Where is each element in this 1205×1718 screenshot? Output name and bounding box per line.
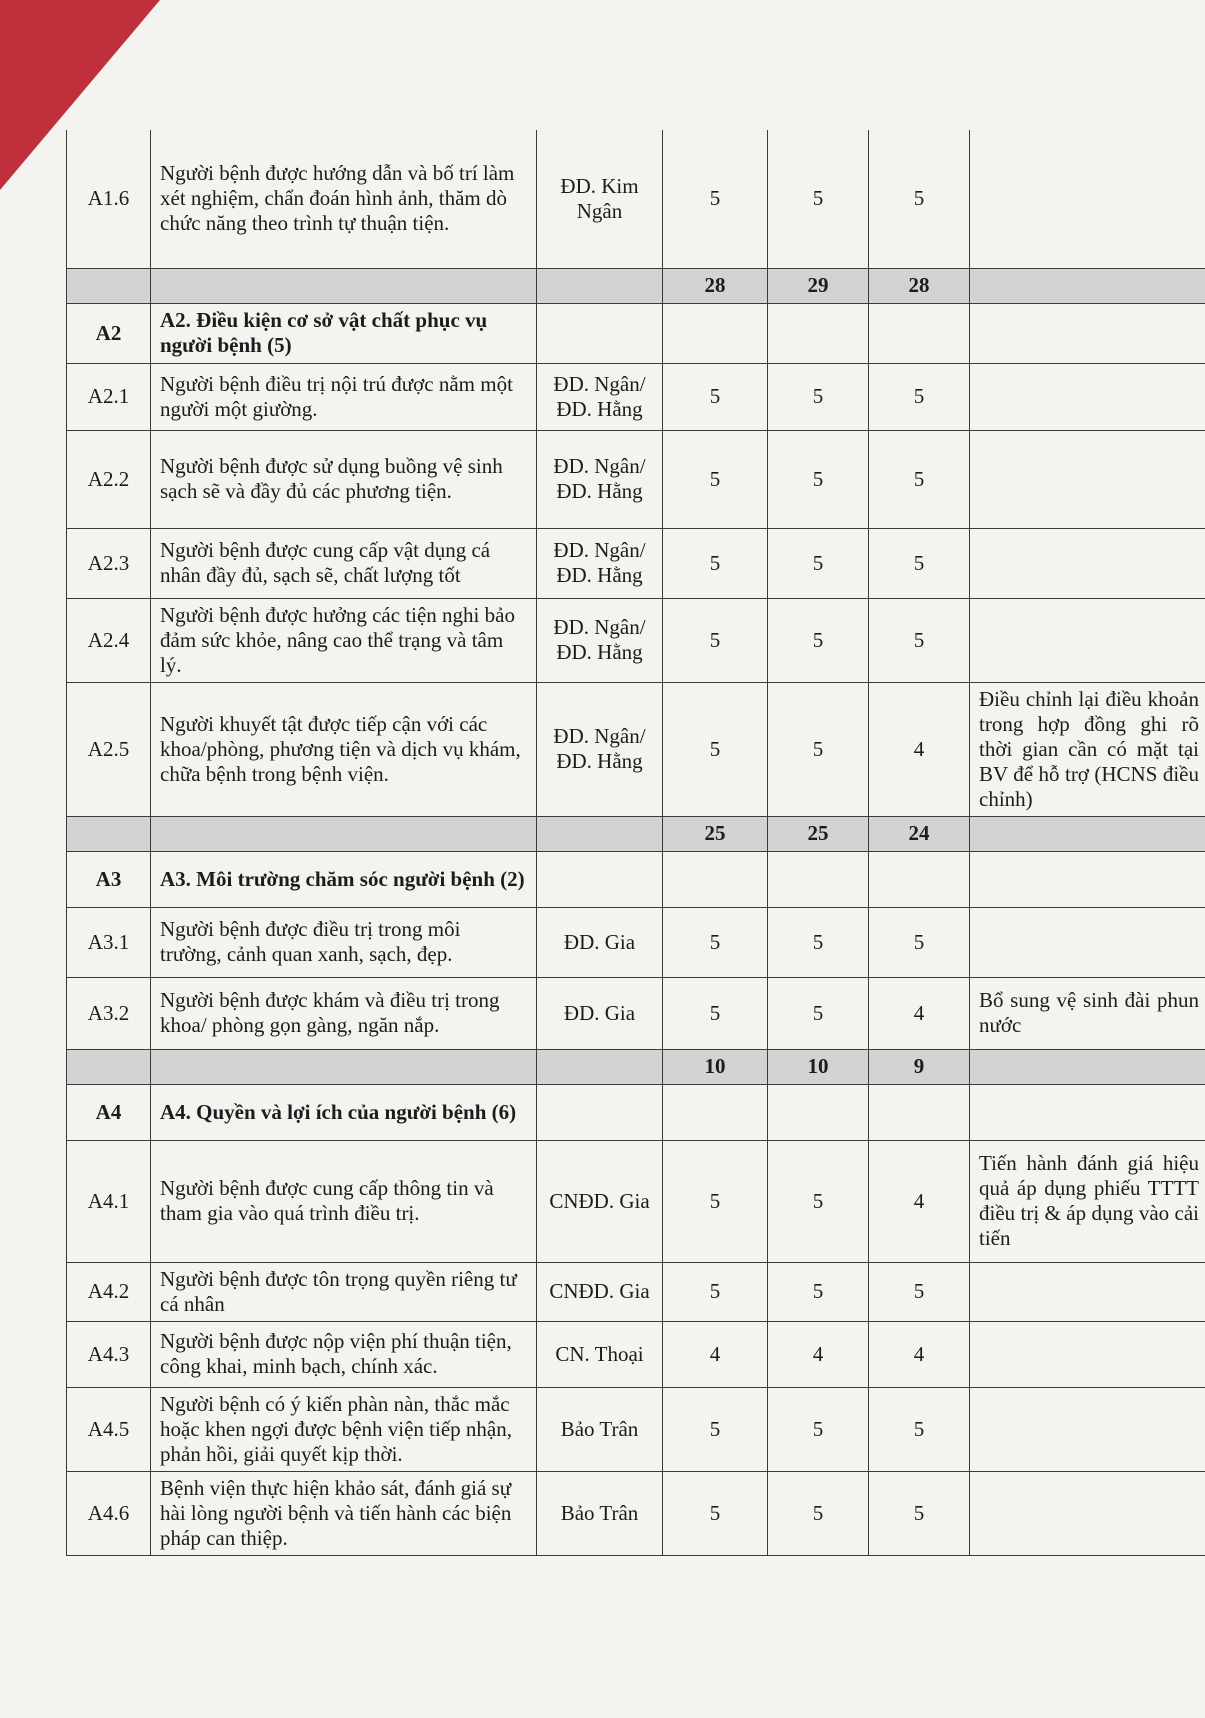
score-3: 5 bbox=[869, 1262, 970, 1321]
note bbox=[970, 430, 1205, 528]
table-row bbox=[67, 363, 1205, 430]
score-3: 5 bbox=[869, 907, 970, 977]
score-1: 5 bbox=[663, 1471, 768, 1555]
criterion-content: Người bệnh được sử dụng buồng vệ sinh sạch sẽ và đầy đủ các phương tiện. bbox=[151, 430, 537, 528]
criterion-code: A3.2 bbox=[67, 977, 151, 1049]
score-2: 5 bbox=[768, 130, 869, 268]
criterion-content: Người bệnh được hưởng các tiện nghi bảo đảm sức khỏe, nâng cao thể trạng và tâm lý. bbox=[151, 598, 537, 682]
criterion-content: Bệnh viện thực hiện khảo sát, đánh giá sự hài lòng người bệnh và tiến hành các biện pháp can thiệp. bbox=[151, 1471, 537, 1555]
note bbox=[970, 130, 1205, 268]
responsible-person: ĐD. Ngân/ ĐD. Hằng bbox=[537, 528, 663, 598]
score-1: 4 bbox=[663, 1321, 768, 1387]
table-row bbox=[67, 977, 1205, 1049]
section-header-row bbox=[67, 303, 1205, 363]
score-2: 5 bbox=[768, 1262, 869, 1321]
score-1: 5 bbox=[663, 130, 768, 268]
score-3: 5 bbox=[869, 528, 970, 598]
criterion-code: A2.4 bbox=[67, 598, 151, 682]
note bbox=[970, 1387, 1205, 1471]
criterion-content: Người bệnh điều trị nội trú được nằm một người một giường. bbox=[151, 363, 537, 430]
section-header-row bbox=[67, 851, 1205, 907]
criterion-code: A3.1 bbox=[67, 907, 151, 977]
evaluation-table-sheet bbox=[66, 130, 1205, 1556]
criterion-code: A1.6 bbox=[67, 130, 151, 268]
table-row bbox=[67, 528, 1205, 598]
criterion-content: Người bệnh có ý kiến phàn nàn, thắc mắc hoặc khen ngợi được bệnh viện tiếp nhận, phản hồi, giải quyết kịp thời. bbox=[151, 1387, 537, 1471]
evaluation-table bbox=[66, 130, 1205, 1556]
criterion-content: Người bệnh được hướng dẫn và bố trí làm xét nghiệm, chẩn đoán hình ảnh, thăm dò chức năng theo trình tự thuận tiện. bbox=[151, 130, 537, 268]
score-2: 5 bbox=[768, 977, 869, 1049]
criterion-content: Người bệnh được nộp viện phí thuận tiện, công khai, minh bạch, chính xác. bbox=[151, 1321, 537, 1387]
score-1: 5 bbox=[663, 363, 768, 430]
subtotal-row bbox=[67, 816, 1205, 851]
subtotal-score-1: 25 bbox=[663, 816, 768, 851]
responsible-person: ĐD. Ngân/ ĐD. Hằng bbox=[537, 430, 663, 528]
criterion-code: A2.1 bbox=[67, 363, 151, 430]
table-row bbox=[67, 682, 1205, 816]
score-3: 5 bbox=[869, 363, 970, 430]
note bbox=[970, 363, 1205, 430]
criterion-content: Người bệnh được cung cấp vật dụng cá nhân đầy đủ, sạch sẽ, chất lượng tốt bbox=[151, 528, 537, 598]
score-3: 4 bbox=[869, 1321, 970, 1387]
section-code: A3 bbox=[67, 851, 151, 907]
score-1: 5 bbox=[663, 907, 768, 977]
subtotal-score-2: 25 bbox=[768, 816, 869, 851]
score-2: 5 bbox=[768, 1387, 869, 1471]
note bbox=[970, 598, 1205, 682]
score-3: 4 bbox=[869, 977, 970, 1049]
table-row bbox=[67, 430, 1205, 528]
score-1: 5 bbox=[663, 682, 768, 816]
responsible-person: CNĐD. Gia bbox=[537, 1140, 663, 1262]
criterion-code: A4.3 bbox=[67, 1321, 151, 1387]
criterion-code: A2.5 bbox=[67, 682, 151, 816]
note bbox=[970, 1321, 1205, 1387]
score-2: 5 bbox=[768, 430, 869, 528]
score-1: 5 bbox=[663, 598, 768, 682]
responsible-person: ĐD. Kim Ngân bbox=[537, 130, 663, 268]
note: Điều chỉnh lại điều khoản trong hợp đồng ghi rõ thời gian cần có mặt tại BV để hỗ trợ (HCNS điều chỉnh) bbox=[970, 682, 1205, 816]
table-row bbox=[67, 1140, 1205, 1262]
score-1: 5 bbox=[663, 1387, 768, 1471]
score-3: 4 bbox=[869, 682, 970, 816]
responsible-person: Bảo Trân bbox=[537, 1387, 663, 1471]
score-3: 4 bbox=[869, 1140, 970, 1262]
score-2: 5 bbox=[768, 363, 869, 430]
subtotal-score-3: 24 bbox=[869, 816, 970, 851]
subtotal-score-1: 28 bbox=[663, 268, 768, 303]
table-row bbox=[67, 130, 1205, 268]
section-code: A4 bbox=[67, 1084, 151, 1140]
subtotal-score-2: 10 bbox=[768, 1049, 869, 1084]
section-code: A2 bbox=[67, 303, 151, 363]
criterion-content: Người bệnh được khám và điều trị trong khoa/ phòng gọn gàng, ngăn nắp. bbox=[151, 977, 537, 1049]
responsible-person: Bảo Trân bbox=[537, 1471, 663, 1555]
note bbox=[970, 1471, 1205, 1555]
table-row bbox=[67, 1471, 1205, 1555]
section-header-row bbox=[67, 1084, 1205, 1140]
score-2: 5 bbox=[768, 1140, 869, 1262]
responsible-person: ĐD. Ngân/ ĐD. Hằng bbox=[537, 363, 663, 430]
score-3: 5 bbox=[869, 1387, 970, 1471]
score-2: 4 bbox=[768, 1321, 869, 1387]
score-3: 5 bbox=[869, 598, 970, 682]
criterion-code: A4.1 bbox=[67, 1140, 151, 1262]
score-3: 5 bbox=[869, 1471, 970, 1555]
criterion-code: A4.2 bbox=[67, 1262, 151, 1321]
subtotal-score-2: 29 bbox=[768, 268, 869, 303]
table-row bbox=[67, 1387, 1205, 1471]
criterion-content: Người bệnh được cung cấp thông tin và tham gia vào quá trình điều trị. bbox=[151, 1140, 537, 1262]
score-2: 5 bbox=[768, 907, 869, 977]
criterion-code: A4.5 bbox=[67, 1387, 151, 1471]
score-2: 5 bbox=[768, 1471, 869, 1555]
note bbox=[970, 1262, 1205, 1321]
responsible-person: ĐD. Gia bbox=[537, 977, 663, 1049]
note bbox=[970, 528, 1205, 598]
responsible-person: CNĐD. Gia bbox=[537, 1262, 663, 1321]
criterion-code: A4.6 bbox=[67, 1471, 151, 1555]
score-1: 5 bbox=[663, 977, 768, 1049]
note bbox=[970, 907, 1205, 977]
score-2: 5 bbox=[768, 598, 869, 682]
section-title: A4. Quyền và lợi ích của người bệnh (6) bbox=[151, 1084, 537, 1140]
score-1: 5 bbox=[663, 1262, 768, 1321]
score-1: 5 bbox=[663, 528, 768, 598]
responsible-person: ĐD. Ngân/ ĐD. Hằng bbox=[537, 682, 663, 816]
table-row bbox=[67, 1262, 1205, 1321]
score-2: 5 bbox=[768, 528, 869, 598]
criterion-code: A2.2 bbox=[67, 430, 151, 528]
subtotal-row bbox=[67, 1049, 1205, 1084]
criterion-code: A2.3 bbox=[67, 528, 151, 598]
score-2: 5 bbox=[768, 682, 869, 816]
responsible-person: ĐD. Gia bbox=[537, 907, 663, 977]
subtotal-score-3: 28 bbox=[869, 268, 970, 303]
score-1: 5 bbox=[663, 1140, 768, 1262]
criterion-content: Người bệnh được tôn trọng quyền riêng tư cá nhân bbox=[151, 1262, 537, 1321]
score-3: 5 bbox=[869, 430, 970, 528]
score-3: 5 bbox=[869, 130, 970, 268]
subtotal-row bbox=[67, 268, 1205, 303]
responsible-person: CN. Thoại bbox=[537, 1321, 663, 1387]
score-1: 5 bbox=[663, 430, 768, 528]
section-title: A3. Môi trường chăm sóc người bệnh (2) bbox=[151, 851, 537, 907]
note: Tiến hành đánh giá hiệu quả áp dụng phiếu TTTT điều trị & áp dụng vào cải tiến bbox=[970, 1140, 1205, 1262]
note: Bổ sung vệ sinh đài phun nước bbox=[970, 977, 1205, 1049]
criterion-content: Người khuyết tật được tiếp cận với các khoa/phòng, phương tiện và dịch vụ khám, chữa bệnh trong bệnh viện. bbox=[151, 682, 537, 816]
table-row bbox=[67, 598, 1205, 682]
subtotal-score-3: 9 bbox=[869, 1049, 970, 1084]
criterion-content: Người bệnh được điều trị trong môi trường, cảnh quan xanh, sạch, đẹp. bbox=[151, 907, 537, 977]
subtotal-score-1: 10 bbox=[663, 1049, 768, 1084]
table-row bbox=[67, 907, 1205, 977]
section-title: A2. Điều kiện cơ sở vật chất phục vụ người bệnh (5) bbox=[151, 303, 537, 363]
responsible-person: ĐD. Ngân/ ĐD. Hằng bbox=[537, 598, 663, 682]
table-row bbox=[67, 1321, 1205, 1387]
